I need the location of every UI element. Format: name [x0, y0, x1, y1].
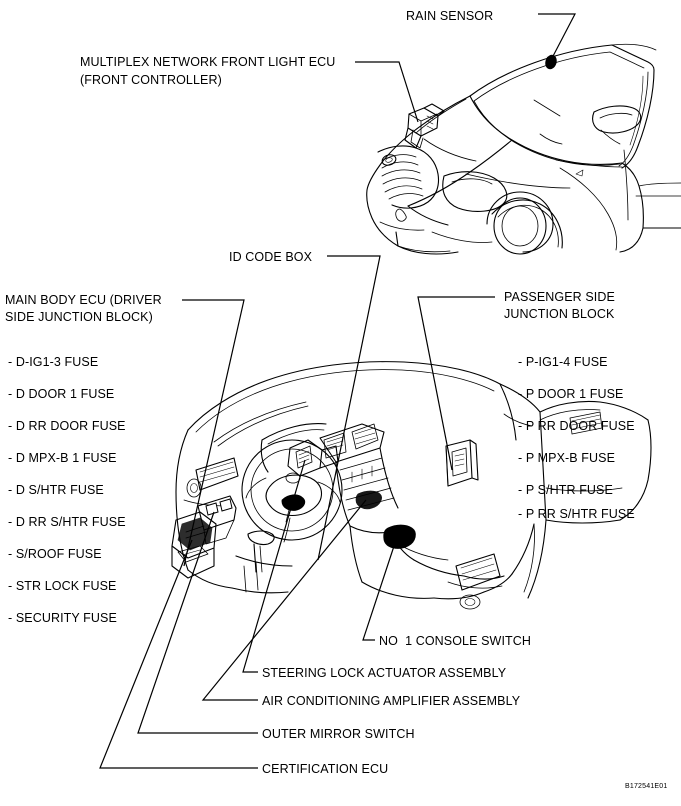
air-conditioning-amplifier-component: [356, 491, 382, 509]
driver-side-air-vent: [187, 458, 238, 497]
passenger-fuse-item-6: - P RR S/HTR FUSE: [518, 507, 635, 521]
label-passenger-junction-block-line1: PASSENGER SIDE: [504, 290, 615, 304]
front-grille: [378, 146, 439, 208]
label-outer-mirror-switch: OUTER MIRROR SWITCH: [262, 727, 415, 741]
leader-lines-top: [355, 14, 575, 122]
label-no1-console-switch: NO 1 CONSOLE SWITCH: [379, 634, 532, 648]
passenger-fuse-item-3: - P RR DOOR FUSE: [518, 419, 635, 433]
leader-multiplex-ecu: [355, 62, 418, 122]
driver-fuse-item-5: - D S/HTR FUSE: [8, 483, 104, 497]
driver-fuse-item-7: - S/ROOF FUSE: [8, 547, 102, 561]
label-multiplex-ecu-line2: (FRONT CONTROLLER): [80, 73, 222, 87]
label-certification-ecu: CERTIFICATION ECU: [262, 762, 389, 776]
driver-fuse-item-6: - D RR S/HTR FUSE: [8, 515, 126, 529]
figure-reference-code: B172541E01: [625, 783, 668, 790]
leader-id-code-box: [318, 256, 380, 560]
car-exterior-illustration: [367, 44, 681, 254]
driver-fuse-item-4: - D MPX-B 1 FUSE: [8, 451, 117, 465]
driver-fuse-item-9: - SECURITY FUSE: [8, 611, 117, 625]
passenger-fuse-item-4: - P MPX-B FUSE: [518, 451, 616, 465]
side-mirror: [593, 106, 641, 144]
headlight: [443, 172, 507, 212]
label-passenger-junction-block-line2: JUNCTION BLOCK: [504, 307, 615, 321]
driver-fuse-item-1: - D-IG1-3 FUSE: [8, 355, 99, 369]
driver-fuse-item-8: - STR LOCK FUSE: [8, 579, 117, 593]
rear-console-vent: [456, 554, 500, 609]
leader-no1-console-switch: [363, 540, 396, 640]
label-steering-lock-actuator: STEERING LOCK ACTUATOR ASSEMBLY: [262, 666, 507, 680]
label-multiplex-ecu-line1: MULTIPLEX NETWORK FRONT LIGHT ECU: [80, 55, 336, 69]
label-main-body-ecu-line1: MAIN BODY ECU (DRIVER: [5, 293, 162, 307]
passenger-fuse-item-1: - P-IG1-4 FUSE: [518, 355, 608, 369]
leader-lines-middle: [182, 256, 495, 566]
passenger-fuse-item-5: - P S/HTR FUSE: [518, 483, 613, 497]
leader-lines-bottom: [100, 460, 396, 768]
label-main-body-ecu-line2: SIDE JUNCTION BLOCK): [5, 310, 153, 324]
leader-rain-sensor: [538, 14, 575, 60]
leader-passenger-junction-block: [418, 297, 495, 470]
label-rain-sensor: RAIN SENSOR: [406, 9, 494, 23]
leader-certification-ecu: [100, 540, 258, 768]
driver-fuse-item-2: - D DOOR 1 FUSE: [8, 387, 115, 401]
passenger-fuse-item-2: - P DOOR 1 FUSE: [518, 387, 624, 401]
label-air-conditioning-amplifier: AIR CONDITIONING AMPLIFIER ASSEMBLY: [262, 694, 521, 708]
driver-fuse-item-3: - D RR DOOR FUSE: [8, 419, 126, 433]
label-id-code-box: ID CODE BOX: [229, 250, 313, 264]
no1-console-switch-component: [384, 525, 416, 548]
